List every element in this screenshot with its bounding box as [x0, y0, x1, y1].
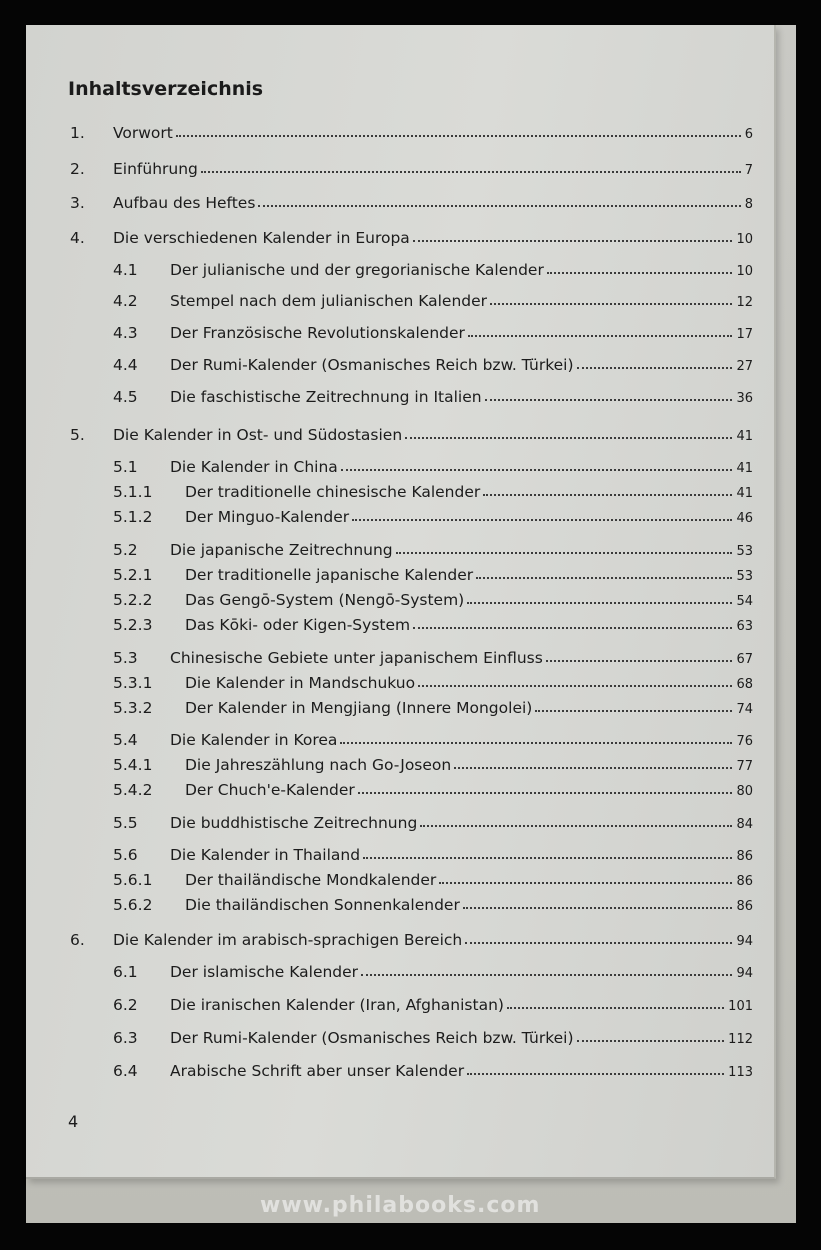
- toc-entry-title: Das Kōki- oder Kigen-System: [185, 616, 411, 634]
- toc-entry-title: Der Chuch'e-Kalender: [185, 781, 355, 799]
- dot-leader: [341, 468, 733, 471]
- toc-entry: [113, 668, 753, 692]
- toc-entry: [113, 286, 753, 310]
- toc-entry-number: 5.6: [113, 846, 138, 864]
- toc-entry-number: 6.4: [113, 1062, 138, 1080]
- dot-leader: [463, 906, 733, 909]
- toc-entry-number: 5.2.1: [113, 566, 153, 584]
- toc-entry-page: 7: [744, 163, 753, 178]
- toc-entry-title: Die Kalender in Thailand: [170, 846, 361, 864]
- toc-entry-number: 6.2: [113, 996, 138, 1014]
- dot-leader: [396, 551, 733, 554]
- toc-entry-number: 6.3: [113, 1029, 138, 1047]
- toc-entry: [113, 693, 753, 717]
- toc-entry-title: Die buddhistische Zeitrechnung: [170, 814, 418, 832]
- toc-entry-number: 4.: [70, 229, 85, 247]
- toc-entry: [113, 452, 753, 476]
- toc-entry-number: 6.1: [113, 963, 138, 981]
- toc-entry-number: 5.4: [113, 731, 138, 749]
- toc-entry-page: 6: [744, 127, 753, 142]
- toc-entry-page: 86: [736, 874, 753, 889]
- toc-entry-page: 54: [736, 594, 753, 609]
- toc-entry-page: 53: [736, 569, 753, 584]
- dot-leader: [465, 941, 732, 944]
- toc-entry-title: Das Gengō-System (Nengō-System): [185, 591, 465, 609]
- toc-entry: [113, 1056, 753, 1080]
- toc-entry-number: 5.2: [113, 541, 138, 559]
- toc-entry-page: 63: [736, 619, 753, 634]
- toc-entry-page: 80: [736, 784, 753, 799]
- dot-leader: [361, 973, 732, 976]
- toc-entry-title: Arabische Schrift aber unser Kalender: [170, 1062, 465, 1080]
- dot-leader: [546, 659, 733, 662]
- toc-entry-page: 68: [736, 677, 753, 692]
- toc-entry-title: Die Kalender in Ost- und Südostasien: [113, 426, 403, 444]
- dot-leader: [577, 366, 733, 369]
- toc-entry-title: Der Kalender in Mengjiang (Innere Mongolei): [185, 699, 533, 717]
- toc-entry-title: Der Rumi-Kalender (Osmanisches Reich bzw. Türkei): [170, 356, 574, 374]
- dot-leader: [468, 334, 733, 337]
- toc-entry-number: 5.1: [113, 458, 138, 476]
- toc-entry: [113, 382, 753, 406]
- toc-entry-number: 4.4: [113, 356, 138, 374]
- toc-entry: [70, 188, 753, 212]
- toc-entry: [113, 502, 753, 526]
- dot-leader: [467, 1072, 724, 1075]
- toc-entry-page: 8: [744, 197, 753, 212]
- toc-entry: [113, 865, 753, 889]
- toc-entry-title: Die verschiedenen Kalender in Europa: [113, 229, 410, 247]
- toc-entry: [113, 725, 753, 749]
- dot-leader: [413, 626, 732, 629]
- toc-entry: [113, 643, 753, 667]
- toc-entry-page: 76: [736, 734, 753, 749]
- toc-entry-page: 86: [736, 849, 753, 864]
- toc-entry-page: 46: [736, 511, 753, 526]
- toc-entry-title: Die Kalender in China: [170, 458, 338, 476]
- toc-entry-title: Chinesische Gebiete unter japanischem Einfluss: [170, 649, 543, 667]
- dot-leader: [577, 1039, 725, 1042]
- toc-entry-page: 27: [736, 359, 753, 374]
- toc-entry-page: 112: [728, 1032, 753, 1047]
- toc-entry-number: 5.3: [113, 649, 138, 667]
- toc-entry-page: 113: [728, 1065, 753, 1080]
- toc-entry-number: 6.: [70, 931, 85, 949]
- toc-entry: [113, 585, 753, 609]
- toc-entry: [113, 350, 753, 374]
- toc-entry-number: 4.1: [113, 261, 138, 279]
- dot-leader: [547, 271, 733, 274]
- toc-entry: [113, 477, 753, 501]
- toc-entry-number: 1.: [70, 124, 85, 142]
- dot-leader: [467, 601, 732, 604]
- dot-leader: [535, 709, 732, 712]
- toc-entry-page: 41: [736, 461, 753, 476]
- toc-entry-title: Einführung: [113, 160, 198, 178]
- toc-entry-title: Die thailändischen Sonnenkalender: [185, 896, 460, 914]
- toc-entry-title: Die Jahreszählung nach Go-Joseon: [185, 756, 452, 774]
- toc-entry: [113, 890, 753, 914]
- toc-entry-title: Der thailändische Mondkalender: [185, 871, 437, 889]
- toc-entry-number: 5.6.2: [113, 896, 153, 914]
- dot-leader: [358, 791, 733, 794]
- toc-entry: [70, 925, 753, 949]
- toc-entry-page: 17: [736, 327, 753, 342]
- toc-entry-number: 4.2: [113, 292, 138, 310]
- dot-leader: [201, 170, 741, 173]
- toc-entry-number: 5.4.2: [113, 781, 153, 799]
- toc-entry-number: 2.: [70, 160, 85, 178]
- toc-entry: [113, 840, 753, 864]
- toc-entry: [70, 118, 753, 142]
- toc-entry-page: 101: [728, 999, 753, 1014]
- toc-entry-page: 41: [736, 429, 753, 444]
- toc-entry: [70, 154, 753, 178]
- toc-entry: [113, 610, 753, 634]
- toc-entry: [113, 957, 753, 981]
- toc-entry-page: 94: [736, 934, 753, 949]
- toc-entry-number: 5.3.2: [113, 699, 153, 717]
- dot-leader: [258, 204, 740, 207]
- dot-leader: [485, 398, 733, 401]
- toc-entry-title: Die Kalender in Korea: [170, 731, 338, 749]
- toc-entry-number: 5.3.1: [113, 674, 153, 692]
- dot-leader: [405, 436, 732, 439]
- dot-leader: [352, 518, 732, 521]
- toc-entry: [113, 535, 753, 559]
- toc-entry-number: 5.4.1: [113, 756, 153, 774]
- toc-entry-title: Die iranischen Kalender (Iran, Afghanistan): [170, 996, 504, 1014]
- toc-entry-number: 5.1.2: [113, 508, 153, 526]
- watermark-text: www.philabooks.com: [260, 1193, 541, 1218]
- toc-entry-page: 94: [736, 966, 753, 981]
- toc-entry-page: 74: [736, 702, 753, 717]
- toc-entry-title: Der Minguo-Kalender: [185, 508, 350, 526]
- toc-entry-number: 5.6.1: [113, 871, 153, 889]
- dot-leader: [413, 239, 733, 242]
- toc-entry-number: 5.5: [113, 814, 138, 832]
- dot-leader: [439, 881, 732, 884]
- toc-entry-title: Aufbau des Heftes: [113, 194, 256, 212]
- toc-entry-page: 36: [736, 391, 753, 406]
- toc-entry-number: 4.3: [113, 324, 138, 342]
- toc-entry-number: 4.5: [113, 388, 138, 406]
- toc-entry-title: Stempel nach dem julianischen Kalender: [170, 292, 488, 310]
- toc-entry: [113, 775, 753, 799]
- toc-entry-page: 10: [736, 232, 753, 247]
- toc-entry-page: 84: [736, 817, 753, 832]
- dot-leader: [454, 766, 732, 769]
- dot-leader: [483, 493, 732, 496]
- toc-entry-title: Der Rumi-Kalender (Osmanisches Reich bzw. Türkei): [170, 1029, 574, 1047]
- toc-entry: [113, 1023, 753, 1047]
- dot-leader: [363, 856, 732, 859]
- toc-entry-title: Der traditionelle japanische Kalender: [185, 566, 474, 584]
- toc-entry-title: Der islamische Kalender: [170, 963, 359, 981]
- toc-entry: [113, 750, 753, 774]
- toc-entry-page: 12: [736, 295, 753, 310]
- dot-leader: [418, 684, 732, 687]
- toc-entry-number: 5.2.2: [113, 591, 153, 609]
- toc-entry-number: 3.: [70, 194, 85, 212]
- toc-heading: Inhaltsverzeichnis: [68, 78, 264, 100]
- toc-entry-page: 53: [736, 544, 753, 559]
- toc-entry-title: Die japanische Zeitrechnung: [170, 541, 393, 559]
- toc-entry-page: 77: [736, 759, 753, 774]
- dot-leader: [340, 741, 732, 744]
- page-number: 4: [68, 1112, 79, 1131]
- dot-leader: [490, 302, 732, 305]
- toc-entry-title: Der julianische und der gregorianische Kalender: [170, 261, 544, 279]
- toc-entry-number: 5.: [70, 426, 85, 444]
- toc-entry-title: Die faschistische Zeitrechnung in Italien: [170, 388, 482, 406]
- dot-leader: [507, 1006, 724, 1009]
- toc-entry-page: 41: [736, 486, 753, 501]
- toc-entry-page: 86: [736, 899, 753, 914]
- dot-leader: [476, 576, 732, 579]
- toc-entry: [113, 560, 753, 584]
- toc-entry-page: 10: [736, 264, 753, 279]
- toc-entry-number: 5.1.1: [113, 483, 153, 501]
- toc-entry: [70, 223, 753, 247]
- toc-entry: [113, 990, 753, 1014]
- toc-entry-page: 67: [736, 652, 753, 667]
- toc-entry: [113, 318, 753, 342]
- toc-entry-title: Der traditionelle chinesische Kalender: [185, 483, 481, 501]
- toc-entry: [113, 255, 753, 279]
- toc-entry-title: Vorwort: [113, 124, 173, 142]
- toc-entry-title: Die Kalender im arabisch-sprachigen Bereich: [113, 931, 463, 949]
- toc-entry: [70, 420, 753, 444]
- toc-entry-title: Der Französische Revolutionskalender: [170, 324, 465, 342]
- toc-entry-title: Die Kalender in Mandschukuo: [185, 674, 416, 692]
- dot-leader: [176, 134, 741, 137]
- dot-leader: [420, 824, 732, 827]
- toc-entry-number: 5.2.3: [113, 616, 153, 634]
- toc-entry: [113, 808, 753, 832]
